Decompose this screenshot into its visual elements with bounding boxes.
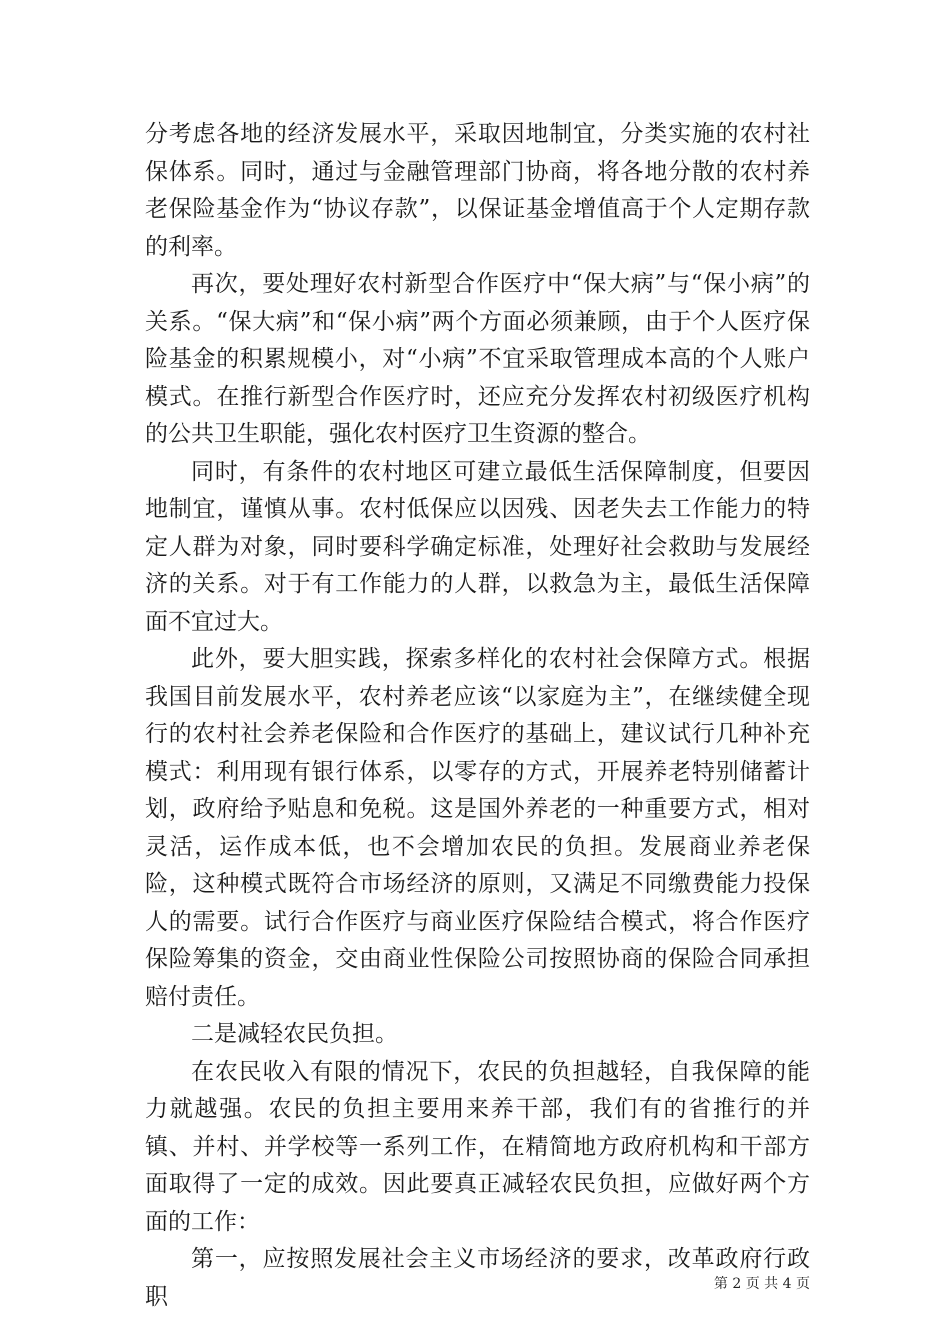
paragraph-4: 此外，要大胆实践，探索多样化的农村社会保障方式。根据我国目前发展水平，农村养老应该“以家庭为主”，在继续健全现行的农村社会养老保险和合作医疗的基础上，建议试行几种补充模式：利用现有银行体系，以零存的方式，开展养老特别储蓄计划，政府给予贴息和免税。这是国外养老的一种重要方式，相对灵活，运作成本低，也不会增加农民的负担。发展商业养老保险，这种模式既符合市场经济的原则，又满足不同缴费能力投保人的需要。试行合作医疗与商业医疗保险结合模式，将合作医疗保险筹集的资金，交由商业性保险公司按照协商的保险合同承担赔付责任。 [145,646,810,1010]
page-number: 第 2 页 共 4 页 [713,1276,810,1292]
paragraph-5-heading: 二是减轻农民负担。 [191,1021,398,1047]
paragraph-3: 同时，有条件的农村地区可建立最低生活保障制度，但要因地制宜，谨慎从事。农村低保应以因残、因老失去工作能力的特定人群为对象，同时要科学确定标准，处理好社会救助与发展经济的关系。对于有工作能力的人群，以救急为主，最低生活保障面不宜过大。 [145,458,810,635]
paragraph-7: 第一，应按照发展社会主义市场经济的要求，改革政府行政职 [145,1246,810,1310]
body-text [145,116,810,1316]
paragraph-6: 在农民收入有限的情况下，农民的负担越轻，自我保障的能力就越强。农民的负担主要用来养干部，我们有的省推行的并镇、并村、并学校等一系列工作，在精简地方政府机构和干部方面取得了一定的成效。因此要真正减轻农民负担，应做好两个方面的工作： [145,1058,810,1235]
paragraph-2: 再次，要处理好农村新型合作医疗中“保大病”与“保小病”的关系。“保大病”和“保小病”两个方面必须兼顾，由于个人医疗保险基金的积累规模小，对“小病”不宜采取管理成本高的个人账户模式。在推行新型合作医疗时，还应充分发挥农村初级医疗机构的公共卫生职能，强化农村医疗卫生资源的整合。 [145,271,810,447]
paragraph-1: 分考虑各地的经济发展水平，采取因地制宜，分类实施的农村社保体系。同时，通过与金融管理部门协商，将各地分散的农村养老保险基金作为“协议存款”，以保证基金增值高于个人定期存款的利率。 [145,121,810,260]
